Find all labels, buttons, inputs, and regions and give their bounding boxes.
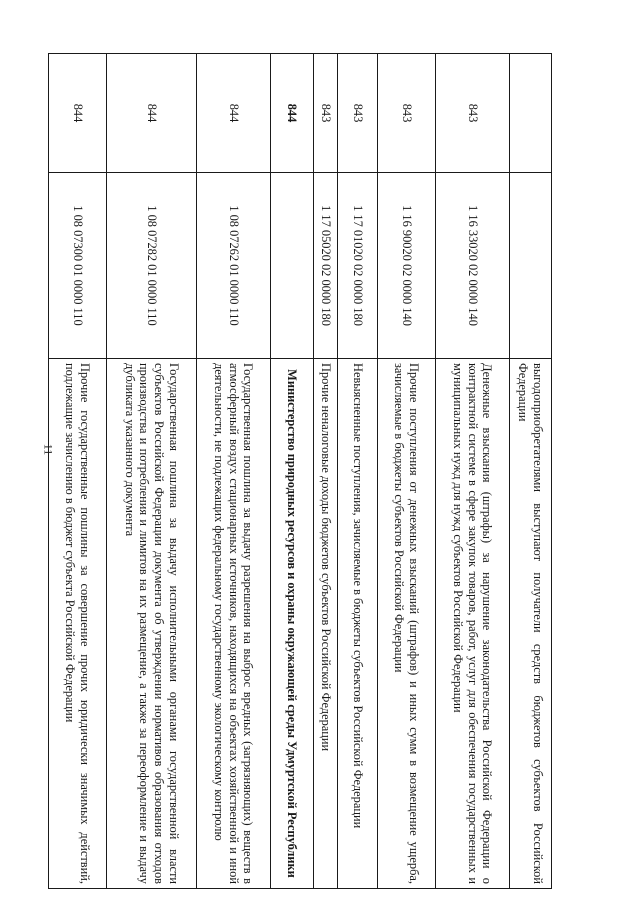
- budget-code-cell: 1 17 05020 02 0000 180: [314, 173, 338, 359]
- admin-code-cell: 844: [49, 54, 107, 173]
- description-cell: Прочие государственные пошлины за совершение прочих юридически значимых действий, подлежащие зачислению в бюджет субъекта Российской Федерации: [49, 359, 107, 889]
- admin-code-cell: [510, 54, 552, 173]
- budget-code-cell: 1 16 90020 02 0000 140: [378, 173, 436, 359]
- table-row: [436, 54, 510, 889]
- budget-code-cell: [271, 173, 314, 359]
- budget-code-cell: [510, 173, 552, 359]
- description-cell: Государственная пошлина за выдачу исполнительными органами государственной власти субъектов Российской Федерации документа об утверждении нормативов образования отходов производства и потребления и лимитов на их размещение, а также за переоформление и выдачу дубликата указанного документа: [107, 359, 197, 889]
- budget-code-cell: 1 16 33020 02 0000 140: [436, 173, 510, 359]
- description-cell: выгодоприобретателями выступают получатели средств бюджетов субъектов Российской Федерации: [510, 359, 552, 889]
- page-number: 11: [41, 443, 56, 456]
- description-cell: Невыясненные поступления, зачисляемые в бюджеты субъектов Российской Федерации: [338, 359, 378, 889]
- admin-code-cell: 843: [338, 54, 378, 173]
- admin-code-cell: 843: [314, 54, 338, 173]
- budget-code-cell: 1 08 07300 01 0000 110: [49, 173, 107, 359]
- description-cell: Прочие неналоговые доходы бюджетов субъектов Российской Федерации: [314, 359, 338, 889]
- admin-code-cell: 844: [107, 54, 197, 173]
- revenue-codes-table: [48, 53, 552, 889]
- table-row: [107, 54, 197, 889]
- budget-code-cell: 1 08 07282 01 0000 110: [107, 173, 197, 359]
- description-cell: Денежные взыскания (штрафы) за нарушение законодательства Российской Федерации о контрактной системе в сфере закупок товаров, работ, услуг для обеспечения государственных и муниципальных нужд для нужд субъектов Российской Федерации: [436, 359, 510, 889]
- table-row: [378, 54, 436, 889]
- table-row: [338, 54, 378, 889]
- table-row: [314, 54, 338, 889]
- description-cell: Государственная пошлина за выдачу разрешения на выброс вредных (загрязняющих) веществ в атмосферный воздух стационарных источников, находящихся на объектах хозяйственной и иной деятельности, не подлежащих федеральному государственному экологическому контролю: [197, 359, 271, 889]
- admin-code-cell: 843: [436, 54, 510, 173]
- budget-code-cell: 1 08 07262 01 0000 110: [197, 173, 271, 359]
- ministry-header-row: [271, 54, 314, 889]
- rotated-table-container: [63, 53, 552, 888]
- admin-code-cell: 844: [197, 54, 271, 173]
- description-cell: Прочие поступления от денежных взысканий (штрафов) и иных сумм в возмещение ущерба, зачисляемые в бюджеты субъектов Российской Федерации: [378, 359, 436, 889]
- admin-code-cell: 844: [271, 54, 314, 173]
- admin-code-cell: 843: [378, 54, 436, 173]
- table-row: [49, 54, 107, 889]
- page-body: [63, 53, 552, 888]
- budget-code-cell: 1 17 01020 02 0000 180: [338, 173, 378, 359]
- table-row: [510, 54, 552, 889]
- table-row: [197, 54, 271, 889]
- ministry-name-cell: Министерство природных ресурсов и охраны окружающей среды Удмуртской Республики: [271, 359, 314, 889]
